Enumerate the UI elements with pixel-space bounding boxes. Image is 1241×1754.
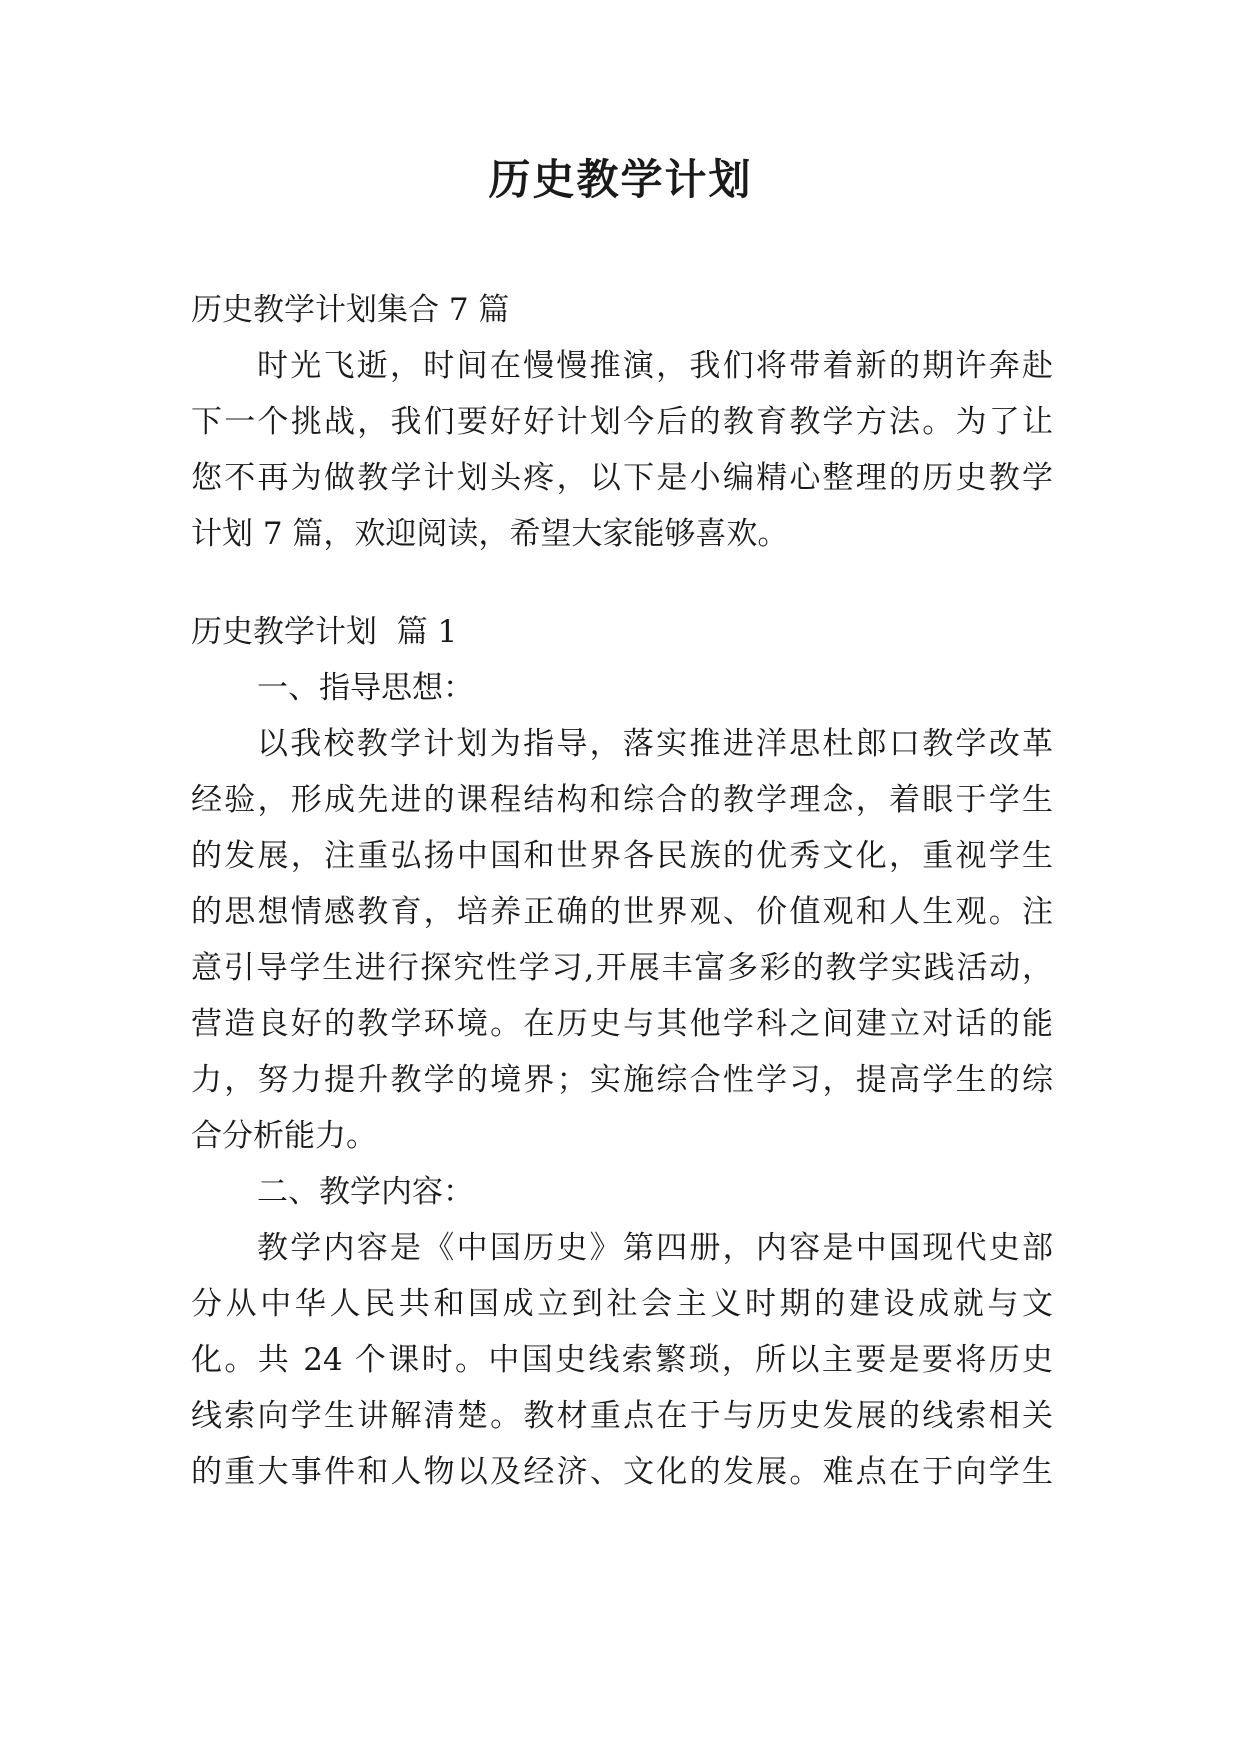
paragraph-line: 化。共 24 个课时。中国史线索繁琐，所以主要是要将历史 xyxy=(191,1342,1053,1378)
paragraph-line: 力，努力提升教学的境界；实施综合性学习，提高学生的综 xyxy=(191,1062,1053,1098)
paragraph-line: 的发展，注重弘扬中国和世界各民族的优秀文化，重视学生 xyxy=(191,838,1053,874)
document-body xyxy=(191,290,1053,1508)
section-heading: 历史教学计划 篇 1 xyxy=(191,614,458,650)
paragraph-line: 线索向学生讲解清楚。教材重点在于与历史发展的线索相关 xyxy=(191,1398,1053,1434)
intro-line: 计划 7 篇，欢迎阅读，希望大家能够喜欢。 xyxy=(191,516,789,552)
paragraph-line: 的重大事件和人物以及经济、文化的发展。难点在于向学生 xyxy=(191,1454,1053,1490)
content-heading: 二、教学内容： xyxy=(257,1174,474,1210)
section-gap xyxy=(191,570,1053,612)
paragraph-line: 营造良好的教学环境。在历史与其他学科之间建立对话的能 xyxy=(191,1006,1053,1042)
page-title: 历史教学计划 xyxy=(488,155,753,204)
paragraph-line: 以我校教学计划为指导，落实推进洋思杜郎口教学改革 xyxy=(257,726,1053,762)
intro-line: 您不再为做教学计划头疼，以下是小编精心整理的历史教学 xyxy=(191,460,1053,496)
paragraph-line: 经验，形成先进的课程结构和综合的教学理念，着眼于学生 xyxy=(191,782,1053,818)
intro-line: 时光飞逝，时间在慢慢推演，我们将带着新的期许奔赴 xyxy=(257,348,1053,384)
intro-line: 下一个挑战，我们要好好计划今后的教育教学方法。为了让 xyxy=(191,404,1053,440)
paragraph-line: 的思想情感教育，培养正确的世界观、价值观和人生观。注 xyxy=(191,894,1053,930)
paragraph-line: 教学内容是《中国历史》第四册，内容是中国现代史部 xyxy=(257,1230,1053,1266)
guide-heading: 一、指导思想： xyxy=(257,670,474,706)
paragraph-line: 意引导学生进行探究性学习,开展丰富多彩的教学实践活动， xyxy=(191,950,1053,986)
paragraph-line: 分从中华人民共和国成立到社会主义时期的建设成就与文 xyxy=(191,1286,1053,1322)
paragraph-line: 合分析能力。 xyxy=(191,1118,377,1154)
document-subtitle: 历史教学计划集合 7 篇 xyxy=(191,292,510,328)
